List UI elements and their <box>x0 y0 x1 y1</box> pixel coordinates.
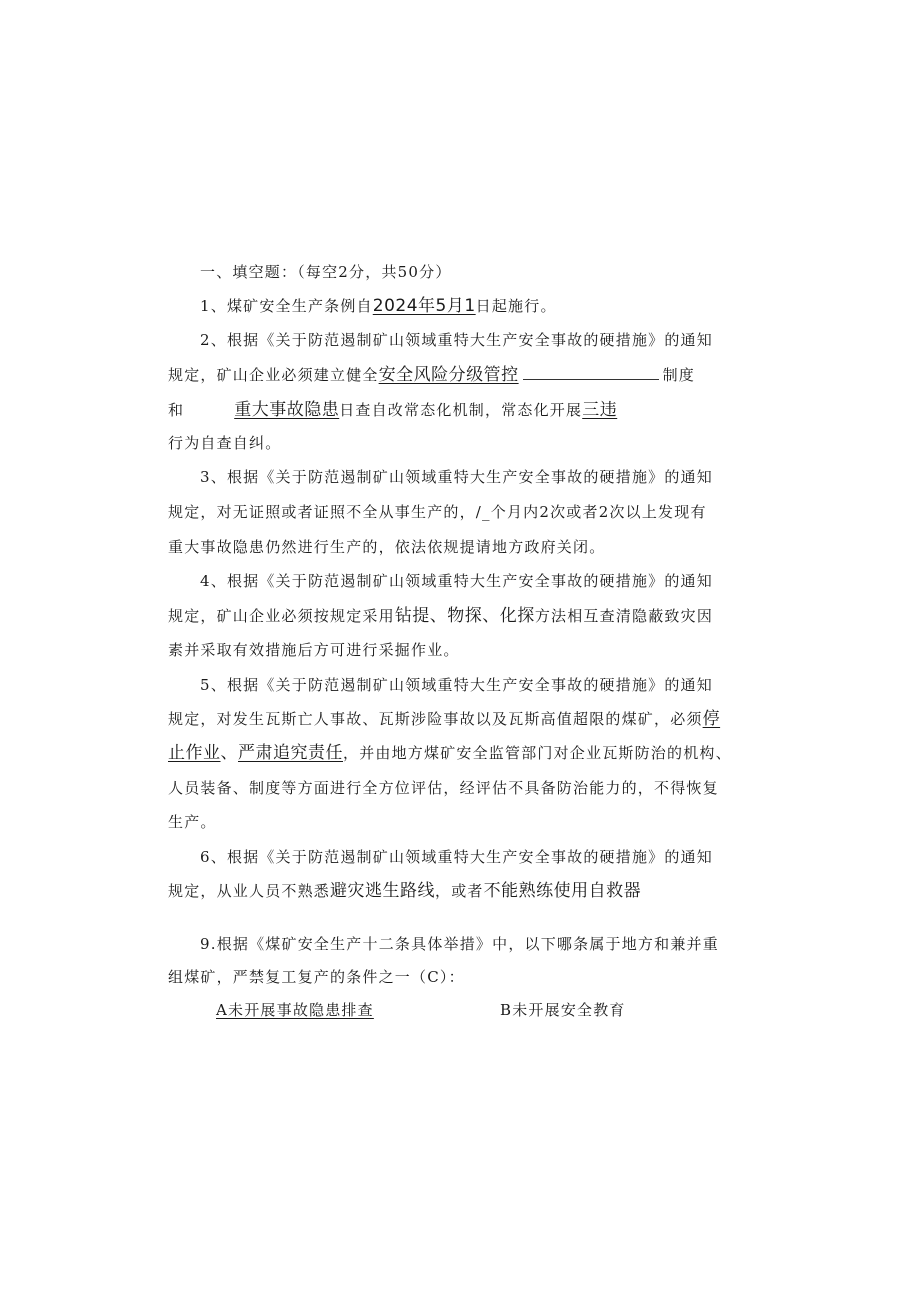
q2-answer-1: 安全风险分级管控 <box>378 365 519 385</box>
q6-text-pre: 规定，从业人员不熟悉 <box>168 882 331 900</box>
q6-answer-2: 不能熟练使用自救器 <box>483 881 642 901</box>
q9-option-a-text: A未开展事故隐患排查 <box>216 1001 374 1019</box>
q5-line-1: 5、根据《关于防范遏制矿山领域重特大生产安全事故的硬措施》的通知 <box>200 676 713 694</box>
q5-line-2 <box>168 709 720 729</box>
q5-line-3 <box>168 743 732 763</box>
q1-text-pre: 1、煤矿安全生产条例自 <box>200 297 373 315</box>
q2-line-1: 2、根据《关于防范遏制矿山领域重特大生产安全事故的硬措施》的通知 <box>200 331 713 349</box>
q6-answer-1: 避灾逃生路线 <box>330 881 436 901</box>
q4-text-pre: 规定，矿山企业必须按规定采用 <box>168 607 395 625</box>
q2-text-mid: 日查自改常态化机制，常态化开展 <box>339 401 583 419</box>
q5-line-4: 人员装备、制度等方面进行全方位评估，经评估不具备防治能力的，不得恢复 <box>168 779 719 797</box>
q5-answer-1b: 止作业 <box>168 743 221 763</box>
q2-line-2 <box>168 365 695 385</box>
q2-line-4: 行为自查自纠。 <box>168 434 282 452</box>
q9-line-1: 9.根据《煤矿安全生产十二条具体举措》中，以下哪条属于地方和兼并重 <box>200 935 719 953</box>
q4-answer: 钻提、物探、化探 <box>394 606 535 626</box>
q2-answer-2: 重大事故隐患 <box>234 400 340 420</box>
q4-line-3: 素并采取有效措施后方可进行采掘作业。 <box>168 641 460 659</box>
q4-line-1: 4、根据《关于防范遏制矿山领域重特大生产安全事故的硬措施》的通知 <box>200 572 713 590</box>
q5-line-5: 生产。 <box>168 813 217 831</box>
q6-line-2 <box>168 881 641 901</box>
q9-option-a <box>216 1000 374 1020</box>
q2-text-pre: 规定，矿山企业必须建立健全 <box>168 366 379 384</box>
q2-text-post: 制度 <box>662 366 696 384</box>
q2-answer-3: 三违 <box>582 400 618 420</box>
section-title: 一、填空题：（每空2分，共50分） <box>200 263 452 281</box>
q5-answer-1a: 停 <box>702 709 721 729</box>
q3-line-1: 3、根据《关于防范遏制矿山领域重特大生产安全事故的硬措施》的通知 <box>200 468 713 486</box>
q4-line-2 <box>168 606 713 626</box>
question-1 <box>200 296 557 316</box>
q6-text-mid: ，或者 <box>435 882 484 900</box>
q5-separator: 、 <box>220 743 238 763</box>
q1-text-post: 日起施行。 <box>475 297 557 315</box>
q5-answer-2: 严肃追究责任 <box>238 743 343 763</box>
q5-text-pre: 规定，对发生瓦斯亡人事故、瓦斯涉险事故以及瓦斯高值超限的煤矿，必须 <box>168 710 703 728</box>
answer-blank <box>523 365 659 380</box>
q2-text-and: 和 <box>168 401 185 419</box>
q3-line-3: 重大事故隐患仍然进行生产的，依法依规提请地方政府关闭。 <box>168 538 606 556</box>
q4-text-post: 方法相互查清隐蔽致灾因 <box>534 607 714 625</box>
q9-option-b: B未开展安全教育 <box>500 1001 626 1019</box>
q3-line-2: 规定，对无证照或者证照不全从事生产的，/_个月内2次或者2次以上发现有 <box>168 503 707 521</box>
q9-line-2: 组煤矿，严禁复工复产的条件之一（C）： <box>168 968 465 986</box>
q5-text-post: ，并由地方煤矿安全监管部门对企业瓦斯防治的机构、 <box>343 744 732 762</box>
q2-line-3 <box>168 400 617 420</box>
q1-answer: 2024年5月1 <box>372 296 476 316</box>
q6-line-1: 6、根据《关于防范遏制矿山领域重特大生产安全事故的硬措施》的通知 <box>200 848 713 866</box>
